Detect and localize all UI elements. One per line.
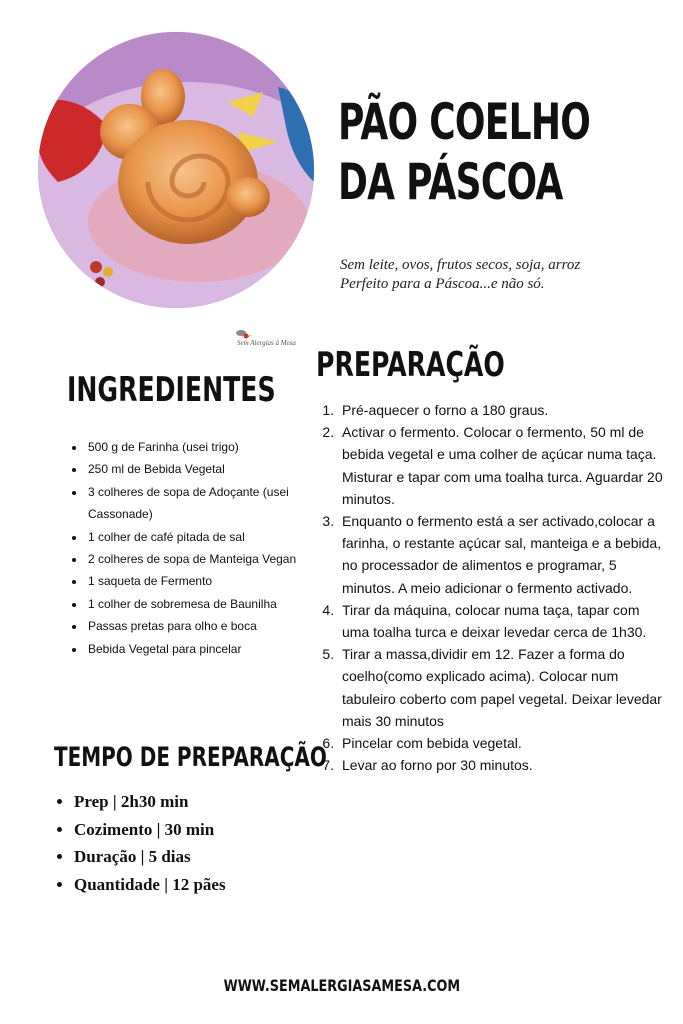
step-item: 4. Tirar da máquina, colocar numa taça, tapar com uma toalha turca e deixar levedar cerca de 1h30. <box>338 599 668 643</box>
list-item: • Passas pretas para olho e boca <box>86 615 326 637</box>
list-item: • Quantidade | 12 pães <box>74 871 324 899</box>
step-item: 5. Tirar a massa,dividir em 12. Fazer a forma do coelho(como explicado acima). Colocar num tabuleiro coberto com papel vegetal. Deixar levedar mais 30 minutos <box>338 643 668 732</box>
bunny-bread-photo <box>38 32 314 308</box>
step-item: 2. Activar o fermento. Colocar o fermento, 50 ml de bebida vegetal e uma colher de açúcar numa taça. Misturar e tapar com uma toalha turca. Aguardar 20 minutos. <box>338 421 668 510</box>
list-item: • 2 colheres de sopa de Manteiga Vegan <box>86 548 326 570</box>
prep-time-list <box>58 788 324 898</box>
footer <box>0 976 683 995</box>
subtitle-line-2: Perfeito para a Páscoa...e não só. <box>340 276 545 292</box>
list-item: • 1 colher de sobremesa de Baunilha <box>86 593 326 615</box>
subtitle-line-1: Sem leite, ovos, frutos secos, soja, arroz <box>340 257 581 273</box>
ingredients-heading: INGREDIENTES <box>67 370 276 410</box>
bunny-bread-illustration <box>38 32 314 308</box>
list-item: • 1 saqueta de Fermento <box>86 570 326 592</box>
preparation-steps <box>316 399 668 776</box>
list-item: • 3 colheres de sopa de Adoçante (usei Cassonade) <box>86 481 326 526</box>
website-link[interactable]: WWW.SEMALERGIASAMESA.COM <box>223 976 460 995</box>
list-item: • Prep | 2h30 min <box>74 788 324 816</box>
subtitle <box>340 256 670 294</box>
list-item: • 250 ml de Bebida Vegetal <box>86 458 326 480</box>
preparation-heading: PREPARAÇÃO <box>316 345 505 385</box>
chef-bird-logo <box>233 328 305 352</box>
list-item: • Cozimento | 30 min <box>74 816 324 844</box>
list-item: • 500 g de Farinha (usei trigo) <box>86 436 326 458</box>
page-title: PÃO COELHO DA PÁSCOA <box>338 93 591 211</box>
list-item: • Bebida Vegetal para pincelar <box>86 638 326 660</box>
list-item: • Duração | 5 dias <box>74 843 324 871</box>
step-item: 1. Pré-aquecer o forno a 180 graus. <box>338 399 668 421</box>
ingredients-list <box>70 436 326 660</box>
prep-time-heading: TEMPO DE PREPARAÇÃO <box>54 742 327 773</box>
logo-text: Sem Alergias à Mesa <box>237 339 296 347</box>
list-item: • 1 colher de café pitada de sal <box>86 526 326 548</box>
step-item: 6. Pincelar com bebida vegetal. <box>338 732 668 754</box>
step-item: 3. Enquanto o fermento está a ser activado,colocar a farinha, o restante açúcar sal, manteiga e a bebida, no processador de alimentos e programar, 5 minutos. A meio adicionar o fermento activado. <box>338 510 668 599</box>
step-item: 7. Levar ao forno por 30 minutos. <box>338 754 668 776</box>
